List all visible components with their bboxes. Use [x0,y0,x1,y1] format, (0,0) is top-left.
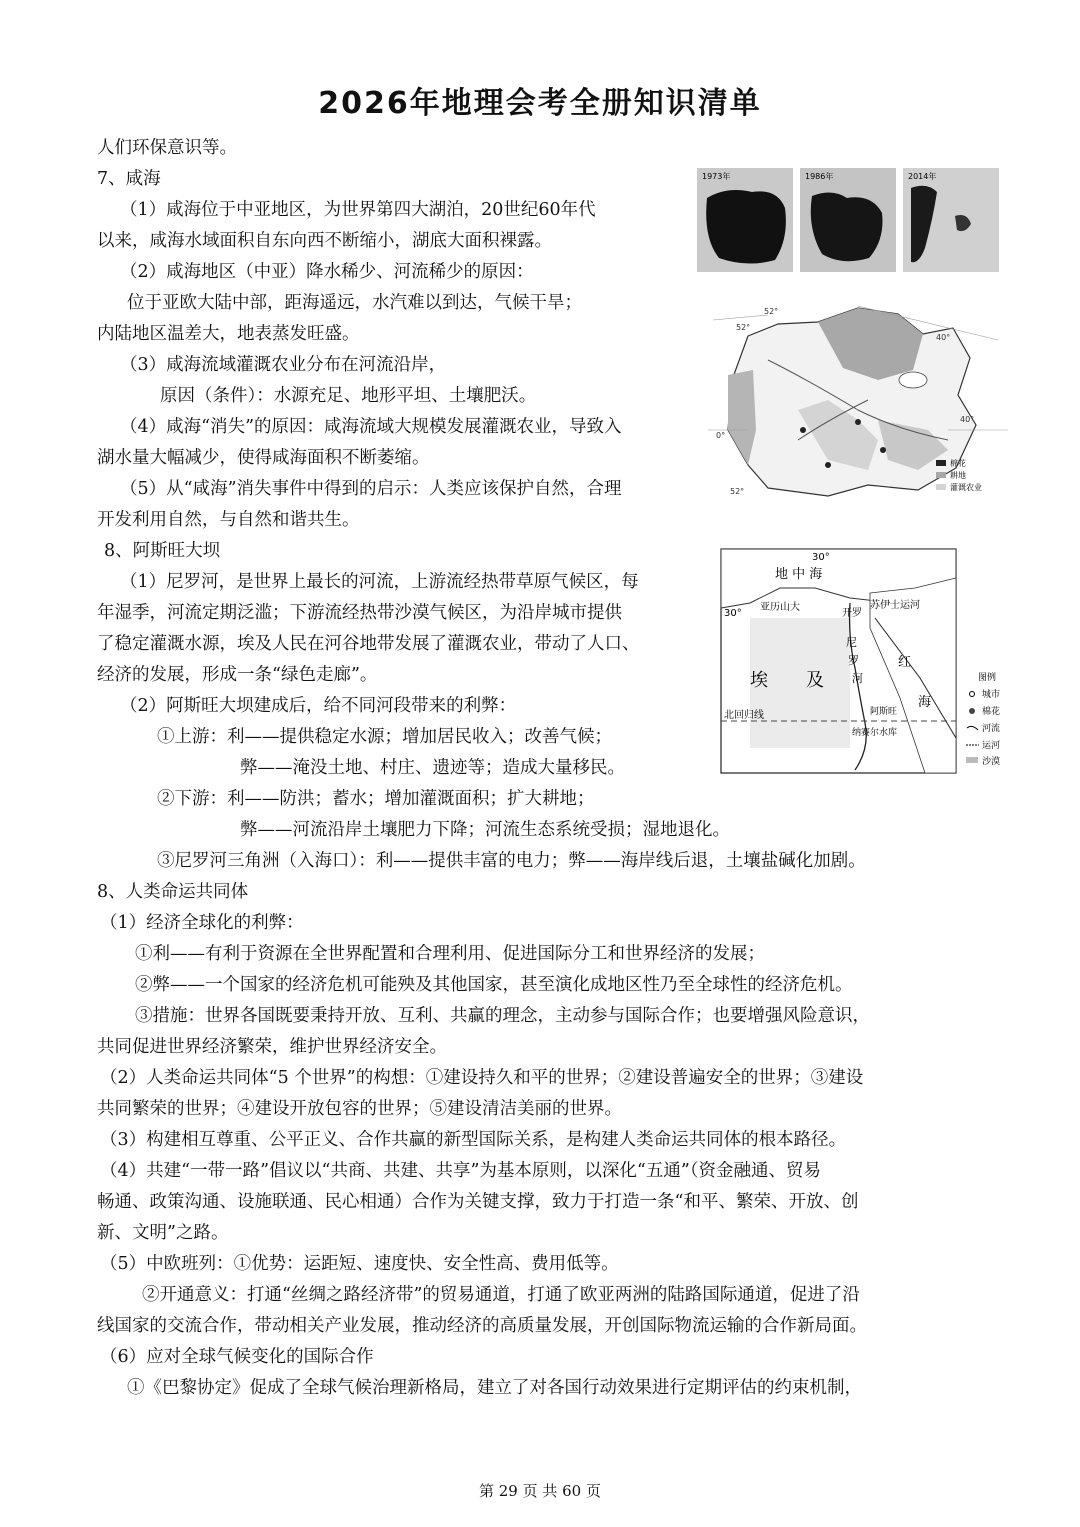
map-label: 罗 [848,654,859,667]
text-line: 经济的发展，形成一条“绿色走廊”。 [97,665,378,685]
text-line: 内陆地区温差大，地表蒸发旺盛。 [97,324,360,344]
text-line: ②下游：利——防洪；蓄水；增加灌溉面积；扩大耕地； [157,789,595,809]
text-line: 了稳定灌溉水源，埃及人民在河谷地带发展了灌溉农业，带动了人口、 [97,634,640,654]
legend-canal: 运河 [982,741,1001,751]
map-label: 30° [812,552,830,563]
map-label: 河 [852,672,863,685]
text-line: 年湿季，河流定期泛滥；下游流经热带沙漠气候区，为沿岸城市提供 [97,603,622,623]
aral-basin-map [708,300,1008,500]
legend-city: 城市 [982,690,1001,700]
text-line: ①利——有利于资源在全世界配置和合理利用、促进国际分工和世界经济的发展； [135,944,765,964]
map-label: 地 中 海 [775,567,823,582]
legend-cotton: 棉花 [982,707,1001,717]
text-line: 人们环保意识等。 [97,138,237,158]
map-label: 30° [724,608,742,619]
text-line: （1）经济全球化的利弊： [100,913,304,933]
text-line: ③措施：世界各国既要秉持开放、互利、共赢的理念，主动参与国际合作；也要增强风险意识， [135,1006,870,1026]
text-line: 开发利用自然，与自然和谐共生。 [97,510,360,530]
text-line: 弊——淹没土地、村庄、遗迹等；造成大量移民。 [240,758,625,778]
legend-irrigation: 灌溉农业 [950,483,982,492]
map-label: 开罗 [842,608,862,619]
text-line: ③尼罗河三角洲（入海口）：利——提供丰富的电力；弊——海岸线后退，土壤盐碱化加剧。 [157,851,866,871]
legend-farmland: 耕地 [950,471,966,480]
map-label: 埃 [750,670,768,691]
text-line: 弊——河流沿岸土壤肥力下降；河流生态系统受损；湿地退化。 [240,820,730,840]
section-heading: 8、人类命运共同体 [97,882,249,902]
text-line: 以来，咸海水域面积自东向西不断缩小，湖底大面积裸露。 [97,231,552,251]
text-line: ①《巴黎协定》促成了全球气候治理新格局，建立了对各国行动效果进行定期评估的约束机制， [127,1378,862,1398]
photo-year-label: 1973年 [702,172,731,181]
legend-desert: 沙漠 [982,757,1001,767]
text-line: 位于亚欧大陆中部，距海遥远，水汽难以到达，气候干旱； [127,293,582,313]
latitude-label: 0° [716,431,726,440]
map-label: 亚历山大 [760,602,800,613]
text-line: （2）阿斯旺大坝建成后，给不同河段带来的利弊： [120,696,517,716]
text-line: （4）咸海“消失”的原因：咸海流域大规模发展灌溉农业，导致入 [120,417,622,437]
latitude-label: 52° [764,307,779,316]
text-line: （2）人类命运共同体“5 个世界”的构想：①建设持久和平的世界；②建设普遍安全的世界；③建设 [100,1068,864,1088]
text-line: 共同繁荣的世界；④建设开放包容的世界；⑤建设清洁美丽的世界。 [97,1099,622,1119]
text-line: （2）咸海地区（中亚）降水稀少、河流稀少的原因： [120,262,534,282]
page-footer: 第 29 页 共 60 页 [478,1482,601,1500]
text-line: （1）咸海位于中亚地区，为世界第四大湖泊，20世纪60年代 [120,200,596,220]
text-line: 线国家的交流合作，带动相关产业发展，推动经济的高质量发展，开创国际物流运输的合作新局面。 [97,1316,867,1336]
latitude-label: 40° [960,415,975,424]
text-line: 共同促进世界经济繁荣，维护世界经济安全。 [97,1037,447,1057]
desert-icon [966,757,978,763]
map-label: 海 [918,695,932,710]
cotton-icon [969,708,975,714]
text-line: 原因（条件）：水源充足、地形平坦、土壤肥沃。 [160,386,537,406]
map-label: 纳赛尔水库 [852,728,898,738]
text-line: （3）构建相互尊重、公平正义、合作共赢的新型国际关系，是构建人类命运共同体的根本路径。 [100,1130,847,1150]
city-icon [970,692,975,697]
text-line: （6）应对全球气候变化的国际合作 [100,1347,374,1367]
text-line: ①上游：利——提供稳定水源；增加居民收入；改善气候； [157,727,612,747]
map-label: 苏伊士运河 [870,600,920,611]
map-label: 及 [806,670,824,691]
photo-year-label: 1986年 [805,172,834,181]
map-label: 阿斯旺 [870,707,898,717]
legend-title: 图例 [978,673,997,683]
map-label: 北回归线 [724,710,764,721]
map-label: 红 [898,655,912,670]
legend-river: 河流 [982,724,1001,734]
map-label: 尼 [846,636,857,649]
text-line: 湖水量大幅减少，使得咸海面积不断萎缩。 [97,448,430,468]
text-line: （5）中欧班列：①优势：运距短、速度快、安全性高、费用低等。 [100,1254,619,1274]
text-line: ②弊——一个国家的经济危机可能殃及其他国家，甚至演化成地区性乃至全球性的经济危机。 [135,975,853,995]
section-heading: 7、咸海 [97,169,161,189]
text-line: 畅通、政策沟通、设施联通、民心相通）合作为关键支撑，致力于打造一条“和平、繁荣、开放、创 [97,1192,859,1212]
latitude-label: 40° [936,333,951,342]
text-line: ②开通意义：打通“丝绸之路经济带”的贸易通道，打通了欧亚两洲的陆路国际通道，促进了沿 [142,1285,860,1305]
text-line: （4）共建“一带一路”倡议以“共商、共建、共享”为基本原则，以深化“五通”（资金融通、贸易 [100,1161,822,1181]
river-icon [967,726,978,730]
latitude-label: 52° [730,487,745,496]
aral-sea-photos [697,168,999,272]
text-line: （5）从“咸海”消失事件中得到的启示：人类应该保护自然，合理 [120,479,622,499]
text-line: （3）咸海流域灌溉农业分布在河流沿岸， [120,355,447,375]
legend-cotton: 棉花 [950,459,966,468]
page-title: 2026年地理会考全册知识清单 [318,86,762,121]
latitude-label: 52° [736,323,751,332]
egypt-nile-map [720,548,1020,776]
section-heading: 8、阿斯旺大坝 [104,541,221,561]
text-line: （1）尼罗河，是世界上最长的河流，上游流经热带草原气候区，每 [120,572,639,592]
photo-year-label: 2014年 [908,172,937,181]
text-line: 新、文明”之路。 [97,1223,229,1243]
